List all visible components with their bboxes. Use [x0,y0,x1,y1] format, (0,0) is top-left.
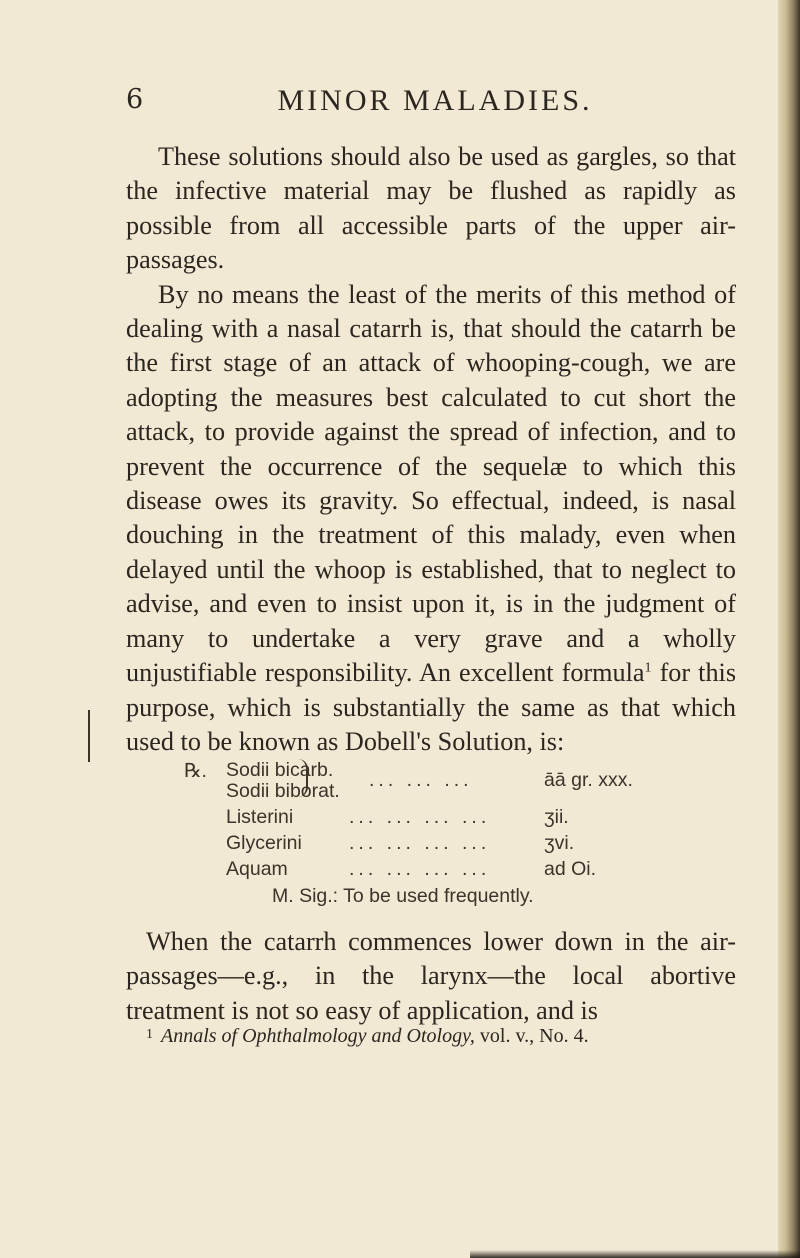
footnote [146,1025,746,1048]
formula-leader-dots: ... ... ... ... [349,832,491,854]
recipe-symbol: ℞. [184,760,207,782]
paragraph-larynx: When the catarrh commences lower down in the air-passages—e.g., in the larynx—the local abortive treatment is not so easy of application, and is [126,927,736,1025]
formula-quantity: ad Oi. [544,858,597,880]
paragraph-merits-text: By no means the least of the merits of this method of dealing with a nasal catarrh is, that should the catarrh be the first stage of an attack of whooping-cough, we are adopting the measures best calculated to cut short the attack, to provide against the spread of infection, and to prevent the occurrence of the sequelæ to which this disease owes its gravity. So effectual, indeed, is nasal douching in the treatment of this malady, even when delayed until the whoop is established, that to neglect to advise, and even to insist upon it, is in the judgment of many to undertake a very grave and a wholly unjustifiable responsibility. An excellent formula [126,279,736,688]
formula-row [226,806,293,829]
formula-ingredient: Listerini [226,806,294,828]
footnote-journal: Annals of Ophthalmology and Otology, [161,1025,475,1047]
formula-quantity: ʒii. [544,806,569,828]
page-number: 6 [126,84,145,115]
paragraph-merits-continued: for this purpose, which is substantially the same as that which used to be known as Dobell's Solution, is: [126,658,737,756]
page-header [126,84,744,124]
paragraph-merits [126,278,736,760]
formula-ingredient: Sodii biborat. [226,780,340,802]
formula-row [226,832,302,855]
formula-leader-dots: ... ... ... [369,769,473,791]
main-text [126,140,736,759]
formula-quantity: āā gr. xxx. [544,769,633,791]
prescription-signature: M. Sig.: To be used frequently. [272,885,534,907]
margin-pencil-mark [88,710,90,762]
formula-ingredient: Aquam [226,858,288,880]
paragraph-gargles: These solutions should also be used as gargles, so that the infective material may be flushed as rapidly as possible from all accessible parts of the upper air-passages. [126,142,736,275]
page-edge-shadow [778,0,800,1258]
formula-leader-dots: ... ... ... ... [349,858,491,880]
formula-row [226,759,333,782]
closing-text [126,925,736,1028]
footnote-mark: 1 [146,1027,153,1042]
footnote-reference: 1 [644,660,652,676]
formula-row [226,858,288,881]
bottom-edge-shadow [470,1250,800,1258]
formula-leader-dots: ... ... ... ... [349,806,491,828]
formula-row [226,780,340,803]
formula-ingredient: Sodii bicarb. [226,759,334,781]
running-head: MINOR MALADIES. [277,84,593,117]
footnote-citation: vol. v., No. 4. [479,1025,589,1047]
formula-quantity: ʒvi. [544,832,575,854]
formula-ingredient: Glycerini [226,832,302,854]
